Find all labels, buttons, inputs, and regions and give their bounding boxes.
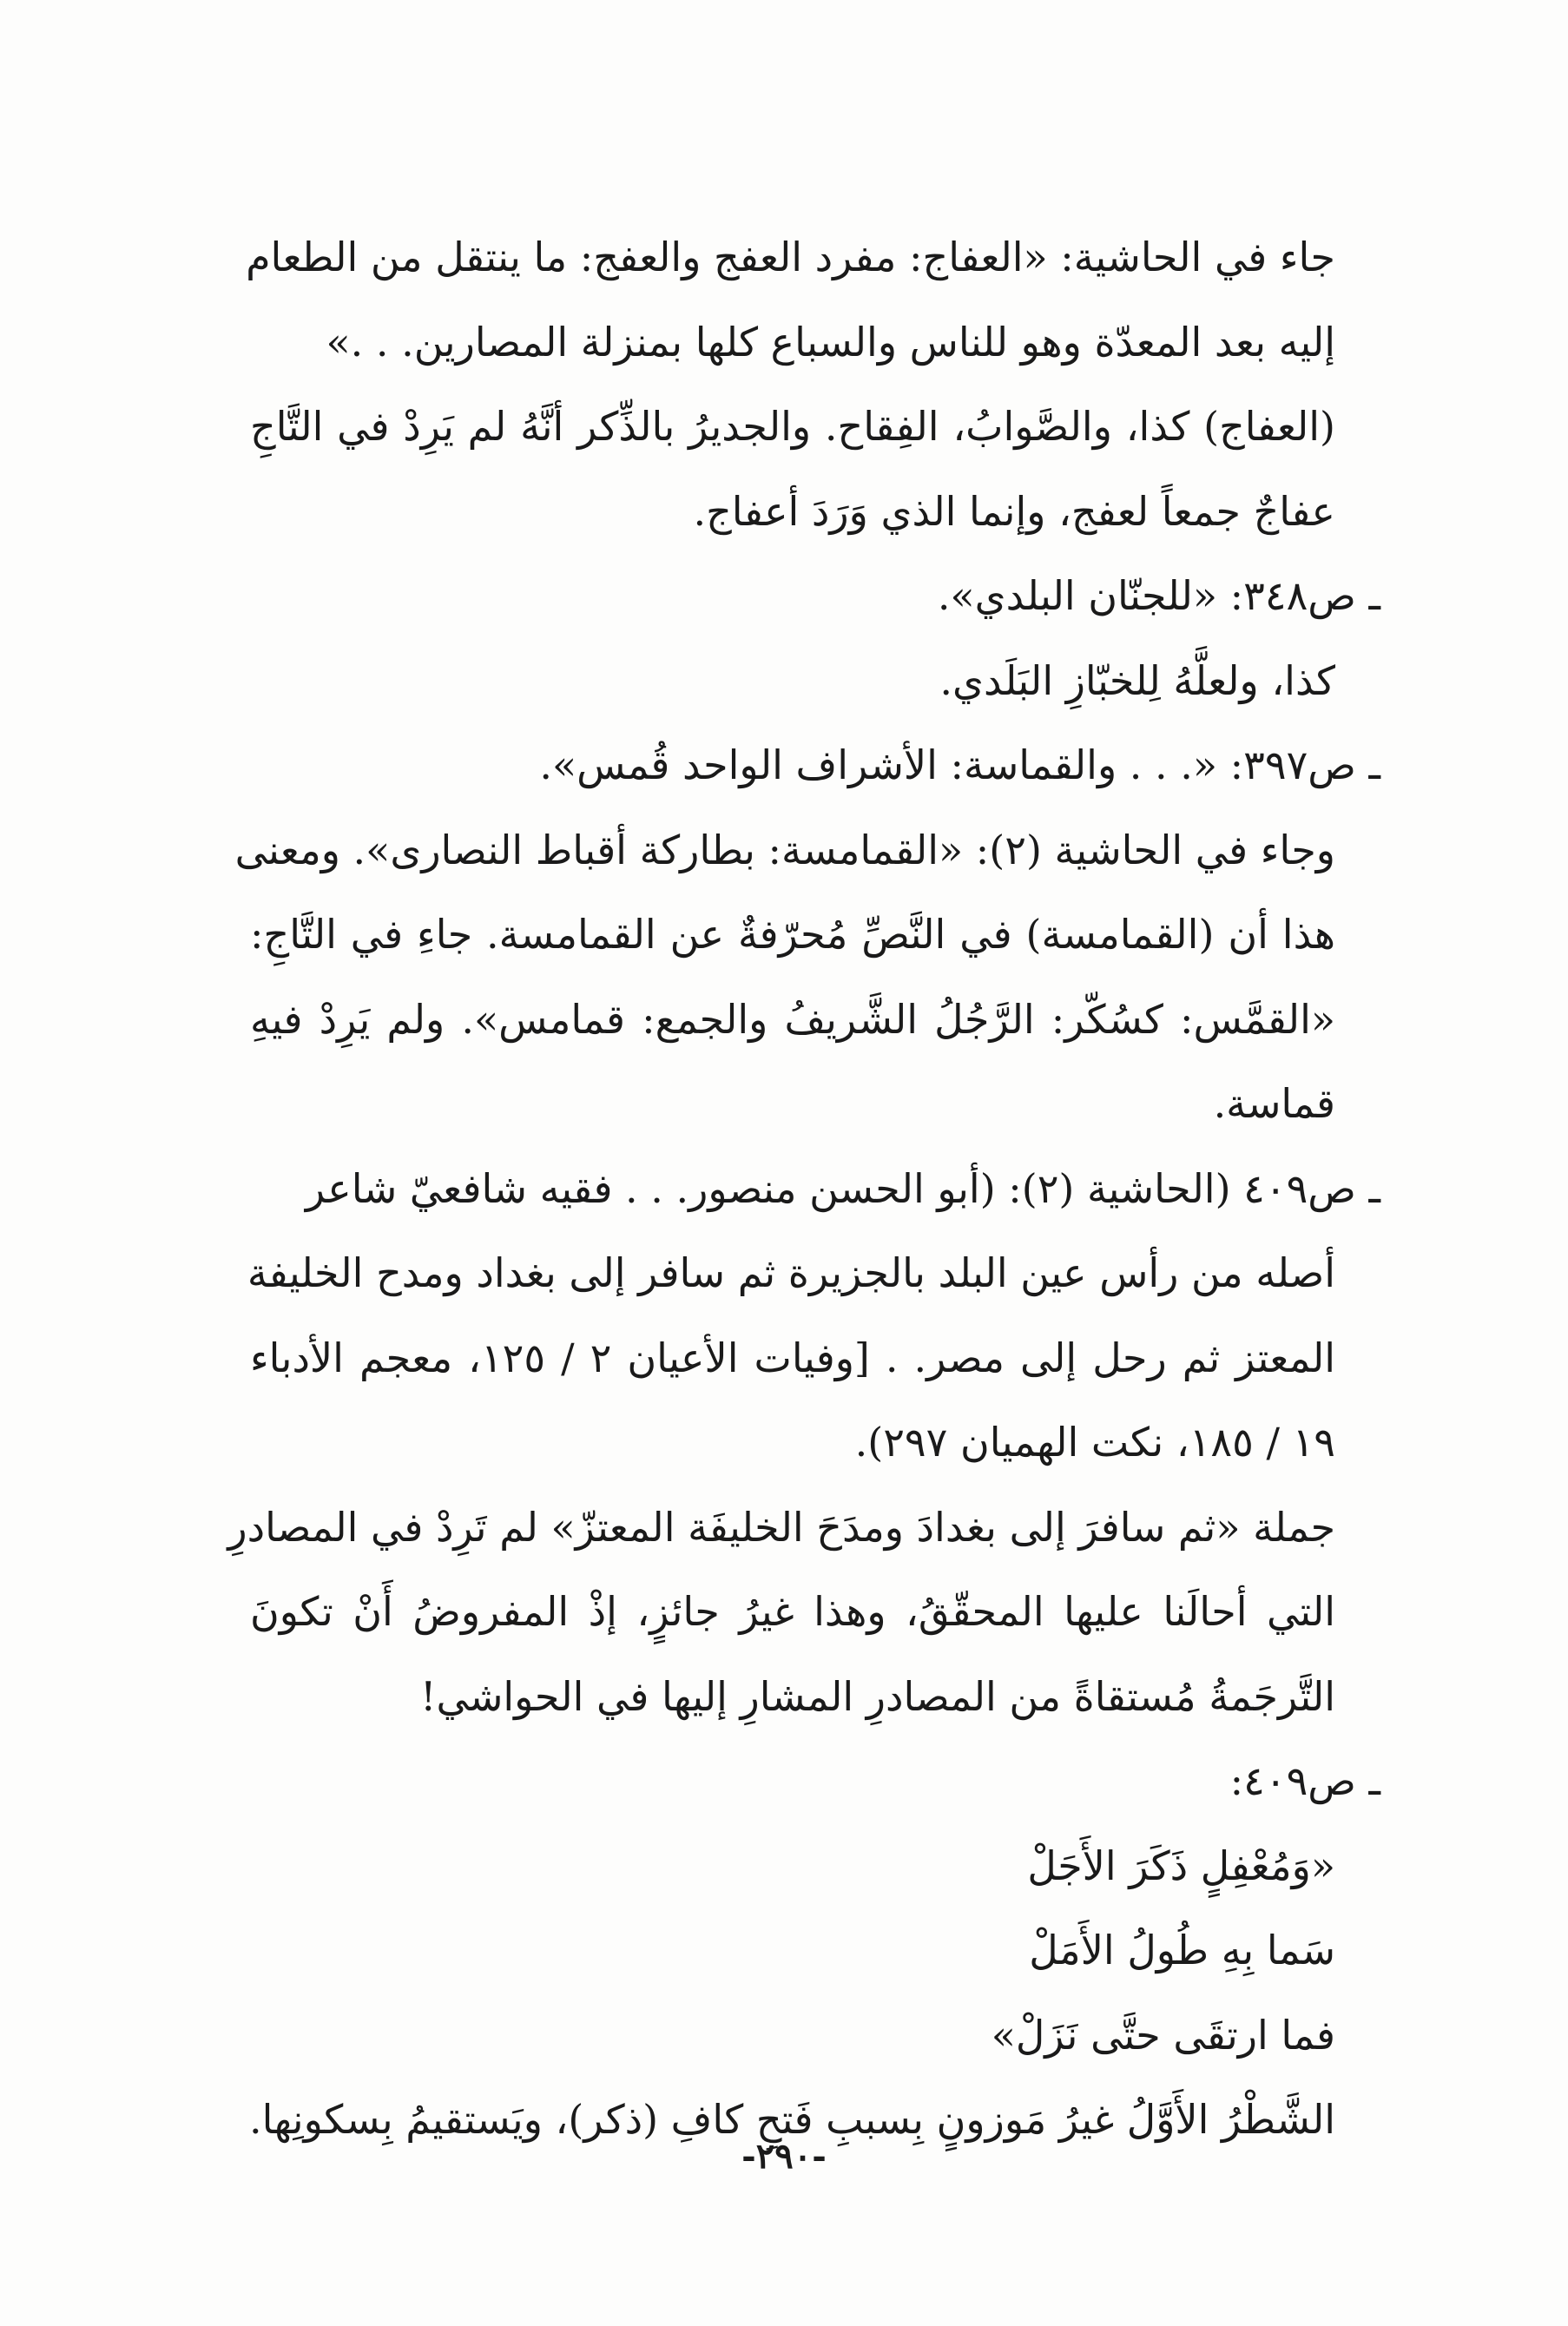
text-line: ـ ص٣٤٨: «للجنّان البلدي». xyxy=(937,572,1380,619)
text-line: الشَّطْرُ الأَوَّلُ غيرُ مَوزونٍ بِسببِ فَتحِ كافِ (ذكر)، ويَستقيمُ بِسكونِها. xyxy=(248,2096,1335,2143)
verse-line: سَما بِهِ طُولُ الأَمَلْ xyxy=(1029,1927,1335,1973)
text-line: جملة «ثم سافرَ إلى بغدادَ ومدَحَ الخليفَة المعتزّ» لم تَرِدْ في المصادرِ xyxy=(227,1503,1335,1551)
text-line: ـ ص٤٠٩: xyxy=(1229,1757,1380,1804)
text-line: التَّرجَمةُ مُستقاةً من المصادرِ المشارِ إليها في الحواشي! xyxy=(420,1672,1335,1720)
text-line: ـ ص٤٠٩ (الحاشية (٢): (أبو الحسن منصور. . . فقيه شافعيّ شاعر xyxy=(305,1164,1380,1212)
text-line: «القمَّس: كسُكّر: الرَّجُلُ الشَّريفُ والجمع: قمامس». ولم يَرِدْ فيهِ xyxy=(250,995,1335,1043)
text-line: المعتز ثم رحل إلى مصر. . [وفيات الأعيان ٢ / ١٢٥، معجم الأدباء xyxy=(250,1334,1335,1381)
text-line: (العفاج) كذا، والصَّوابُ، الفِقاح. والجديرُ بالذِّكر أنَّهُ لم يَرِدْ في التَّاجِ xyxy=(250,403,1335,450)
text-line: ١٩ / ١٨٥، نكت الهميان ٢٩٧). xyxy=(854,1419,1335,1466)
text-line: إليه بعد المعدّة وهو للناس والسباع كلها بمنزلة المصارين. . .» xyxy=(326,318,1335,366)
body-text xyxy=(227,215,1380,2163)
text-line: وجاء في الحاشية (٢): «القمامسة: بطاركة أقباط النصارى». ومعنى xyxy=(234,826,1335,873)
text-line: كذا، ولعلَّهُ لِلخبّازِ البَلَدي. xyxy=(939,656,1335,704)
text-line: التي أحالَنا عليها المحقّقُ، وهذا غيرُ جائزٍ، إذْ المفروضُ أَنْ تكونَ xyxy=(250,1588,1335,1635)
text-line: أصله من رأس عين البلد بالجزيرة ثم سافر إلى بغداد ومدح الخليفة xyxy=(247,1249,1335,1296)
text-line: قماسة. xyxy=(1213,1080,1335,1127)
verse-line: فما ارتقَى حتَّى نَزَلْ» xyxy=(991,2011,1335,2059)
text-line: جاء في الحاشية: «العفاج: مفرد العفج والعفج: ما ينتقل من الطعام xyxy=(246,234,1335,280)
verse-line: «وَمُعْفِلٍ ذَكَرَ الأَجَلْ xyxy=(1027,1842,1335,1889)
page-number: -٢٩٠- xyxy=(741,2136,827,2177)
text-line: هذا أن (القمامسة) في النَّصِّ مُحرّفةٌ عن القمامسة. جاءِ في التَّاجِ: xyxy=(250,911,1335,958)
text-line: ـ ص٣٩٧: «. . . والقماسة: الأشراف الواحد قُمس». xyxy=(539,741,1380,788)
text-line: عفاجٌ جمعاً لعفج، وإنما الذي وَرَدَ أعفاج. xyxy=(693,487,1335,535)
